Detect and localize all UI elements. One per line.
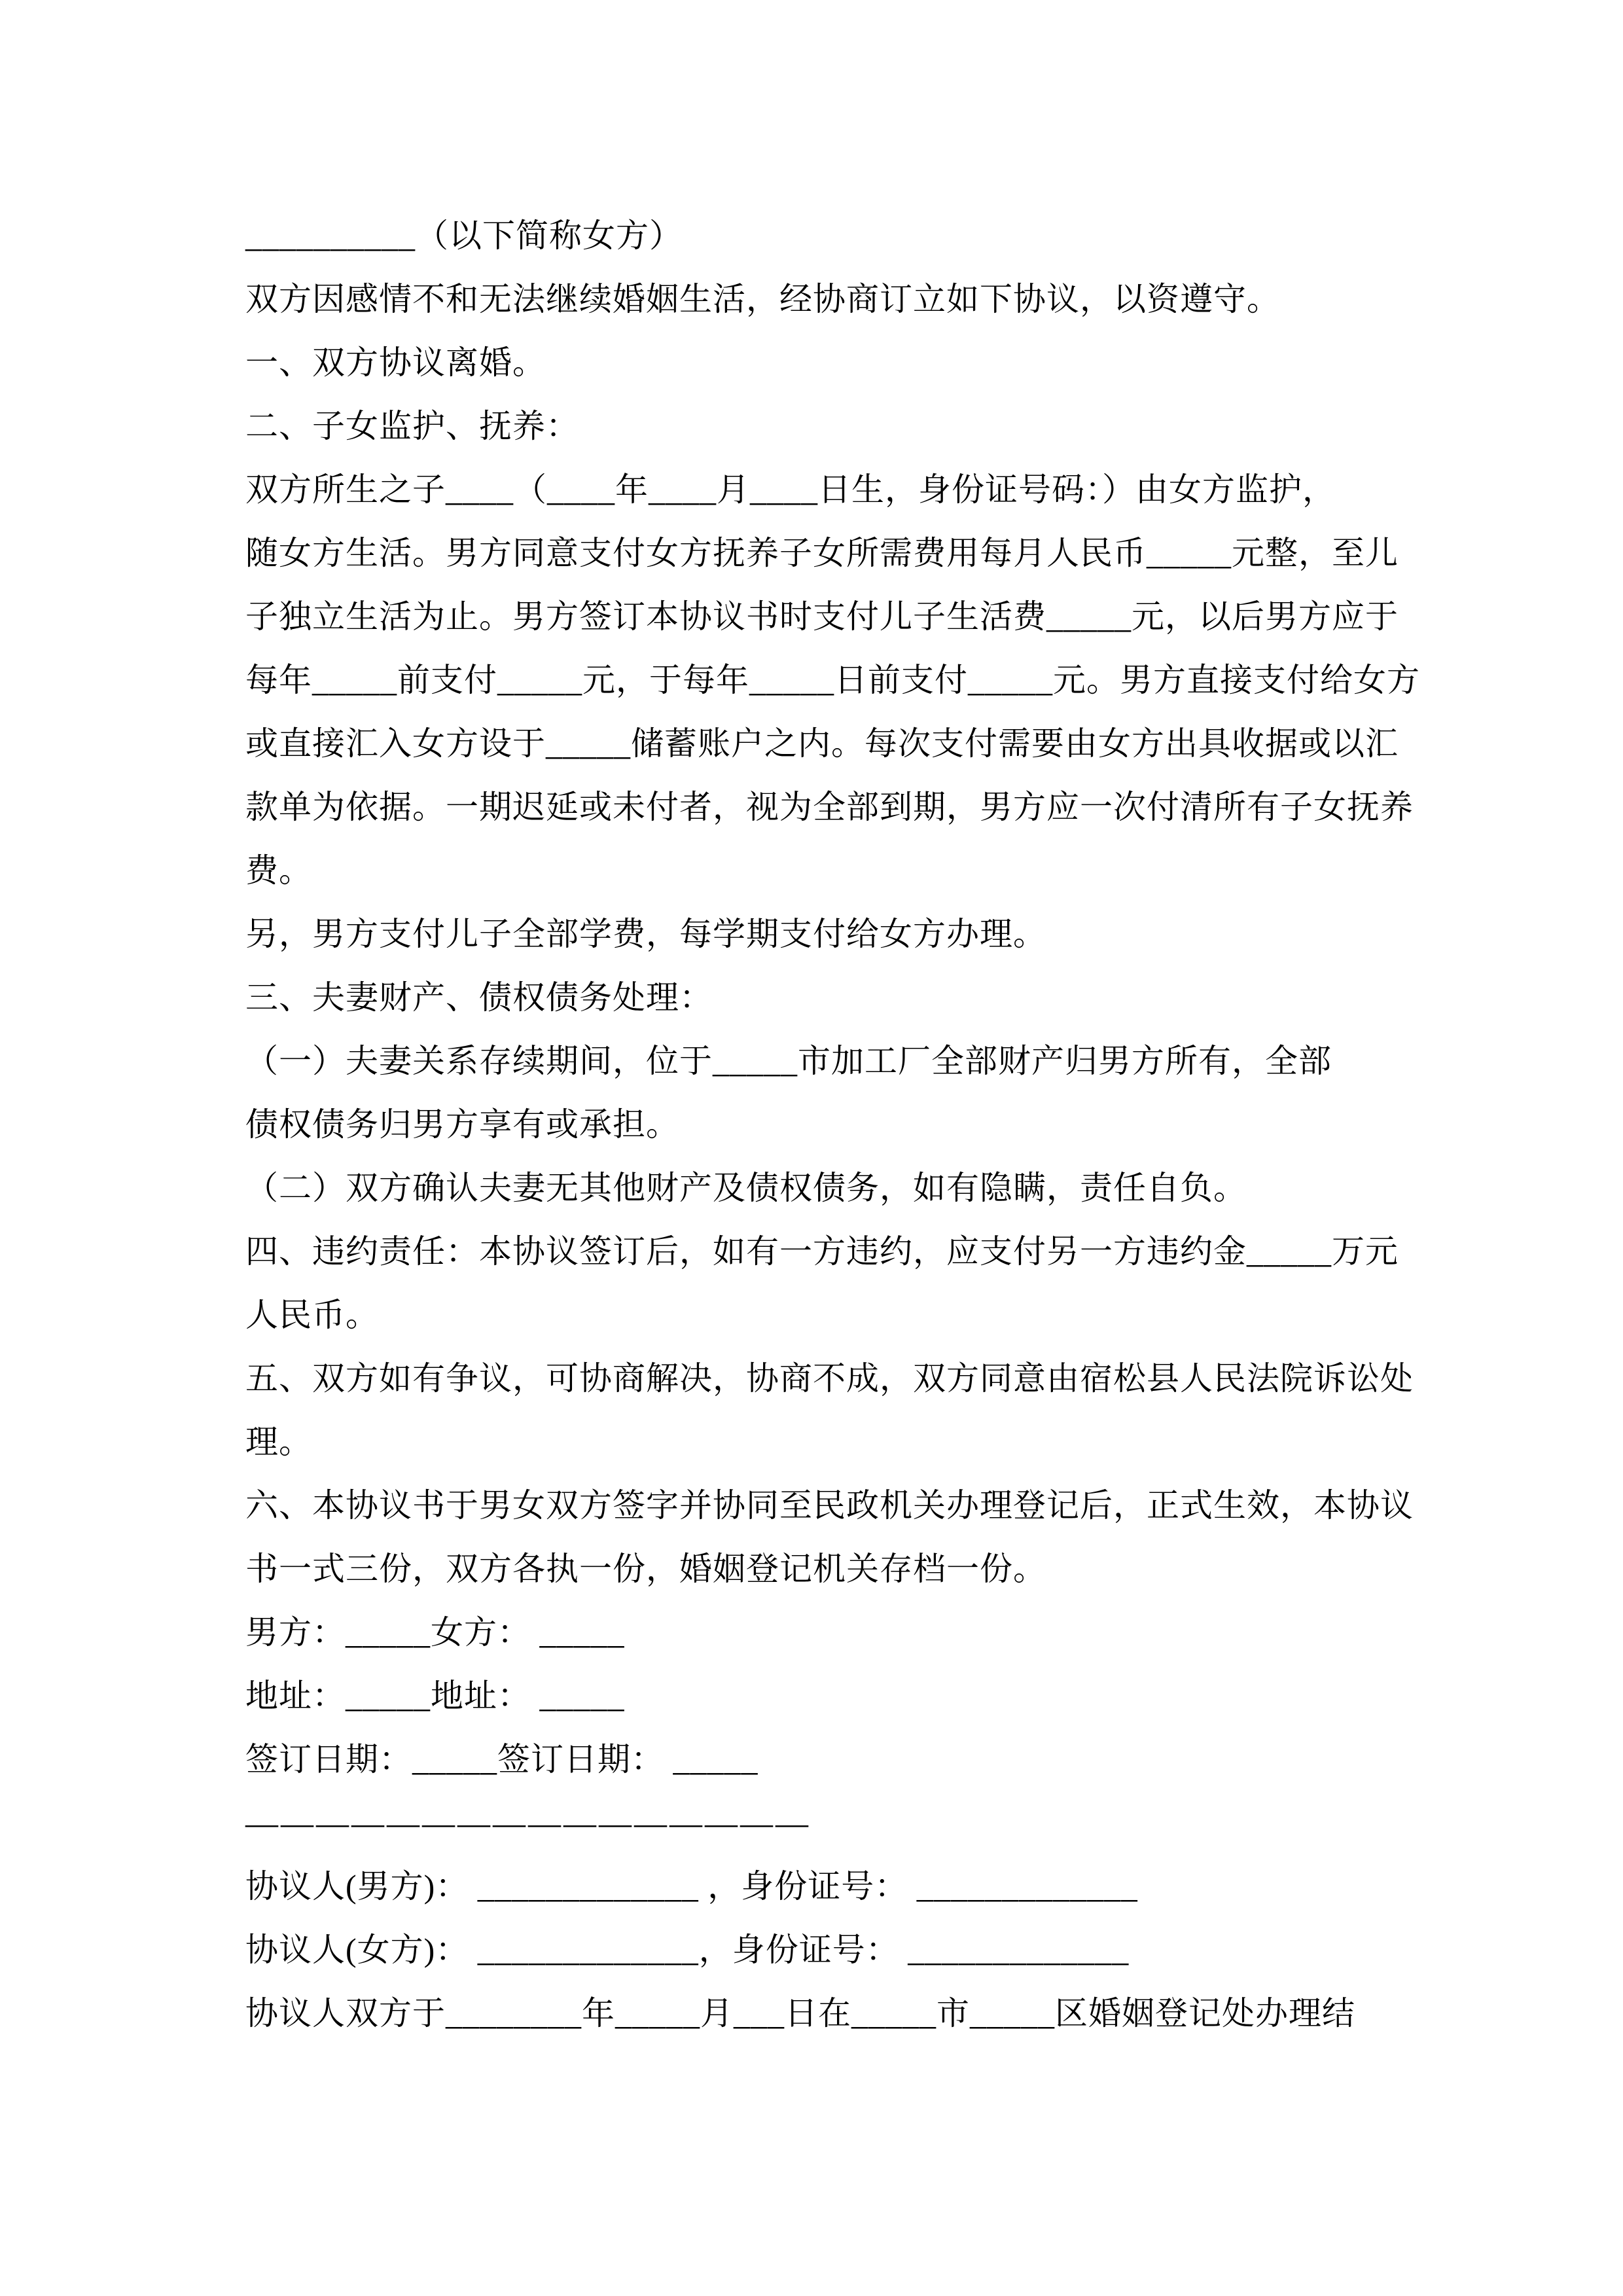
party-b-abbreviation-line: __________（以下简称女方） [245,217,683,254]
clause-3-item-2-line: （二）双方确认夫妻无其他财产及债权债务，如有隐瞒，责任自负。 [245,1170,1247,1206]
preamble-line: 双方因感情不和无法继续婚姻生活，经协商订立如下协议，以资遵守。 [245,281,1280,317]
registration-place-date-line: 协议人双方于________年_____月___日在_____市_____区婚姻登记处办理结 [245,1995,1355,2032]
clause-5-dispute-line-1: 五、双方如有争议，可协商解决，协商不成，双方同意由宿松县人民法院诉讼处 [245,1360,1414,1397]
clause-2-support-line-2: 子独立生活为止。男方签订本协议书时支付儿子生活费_____元，以后男方应于 [245,598,1399,635]
clause-2-support-line-3: 每年_____前支付_____元，于每年_____日前支付_____元。男方直接支付给女方 [245,662,1420,698]
clause-5-dispute-line-2: 理。 [245,1424,312,1460]
clause-3-item-1-line-1: （一）夫妻关系存续期间，位于_____市加工厂全部财产归男方所有，全部 [245,1043,1332,1079]
signature-dates-line: 签订日期：_____签订日期： _____ [245,1741,758,1778]
signature-addresses-line: 地址：_____地址： _____ [245,1677,625,1714]
clause-1-divorce-line: 一、双方协议离婚。 [245,344,546,381]
signature-names-line: 男方：_____女方： _____ [245,1614,625,1651]
clause-4-breach-line-1: 四、违约责任：本协议签订后，如有一方违约，应支付另一方违约金_____万元 [245,1233,1399,1270]
clause-3-item-1-line-2: 债权债务归男方享有或承担。 [245,1106,679,1143]
agreement-party-female-id-line: 协议人(女方)： _____________，身份证号： _____________ [245,1931,1130,1968]
agreement-party-male-id-line: 协议人(男方)： _____________ ，身份证号： _____________ [245,1868,1138,1905]
clause-2-support-line-1: 随女方生活。男方同意支付女方抚养子女所需费用每月人民币_____元整，至儿 [245,535,1399,571]
clause-2-child-info-line: 双方所生之子____（____年____月____日生，身份证号码：）由女方监护， [245,471,1336,508]
clause-2-payment-line-2: 款单为依据。一期迟延或未付者，视为全部到期，男方应一次付清所有子女抚养 [245,789,1414,825]
clause-3-heading-line: 三、夫妻财产、债权债务处理： [245,979,713,1016]
clause-2-heading-line: 二、子女监护、抚养： [245,408,579,444]
agreement-body [245,204,1420,2045]
clause-2-payment-line-3: 费。 [245,852,312,889]
clause-2-payment-line-1: 或直接汇入女方设于_____储蓄账户之内。每次支付需要由女方出具收据或以汇 [245,725,1399,762]
clause-6-effective-line-1: 六、本协议书于男女双方签字并协同至民政机关办理登记后，正式生效，本协议 [245,1487,1414,1524]
clause-2-tuition-line: 另，男方支付儿子全部学费，每学期支付给女方办理。 [245,916,1046,952]
clause-4-breach-line-2: 人民币。 [245,1297,379,1333]
section-divider-dashes: ———————————————— [245,1804,811,1841]
clause-6-effective-line-2: 书一式三份，双方各执一份，婚姻登记机关存档一份。 [245,1551,1046,1587]
